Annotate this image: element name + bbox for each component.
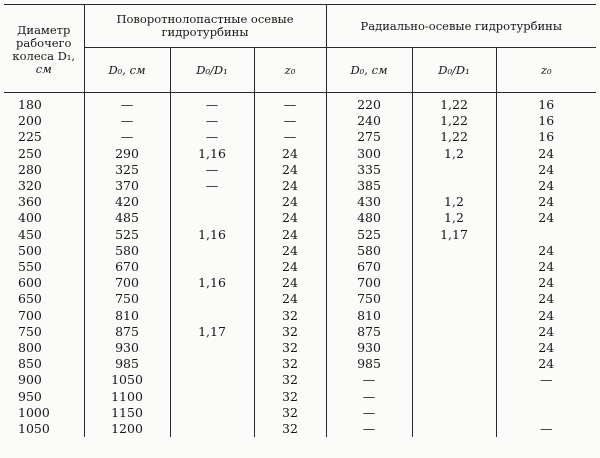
table-cell: 240 [326, 113, 412, 129]
table-cell: 24 [496, 291, 596, 307]
table-cell: 420 [84, 194, 170, 210]
header-group-kaplan [84, 5, 326, 48]
table-cell: 700 [18, 307, 42, 323]
document-page [4, 4, 596, 454]
table-cell: 670 [326, 259, 412, 275]
table-cell: 24 [496, 162, 596, 178]
table-cell [412, 421, 496, 437]
table-cell: 900 [18, 372, 42, 388]
table-cell: — [170, 113, 254, 129]
table-cell: 24 [254, 275, 326, 291]
table-cell [412, 340, 496, 356]
table-cell [496, 389, 596, 405]
table-cell: 700 [326, 275, 412, 291]
table-cell: 16 [496, 129, 596, 145]
table-cell: 24 [496, 194, 596, 210]
table-row [4, 243, 596, 259]
table-cell [170, 243, 254, 259]
table-cell [496, 227, 596, 243]
header-line: колеса D₁, [12, 48, 76, 63]
table-cell [412, 243, 496, 259]
table-cell: — [254, 129, 326, 145]
table-cell [170, 421, 254, 437]
table-row [4, 372, 596, 388]
table-cell: 335 [326, 162, 412, 178]
table-cell: 400 [18, 210, 42, 226]
table-cell: 24 [254, 291, 326, 307]
table-cell: 275 [326, 129, 412, 145]
table-cell: 180 [18, 97, 42, 112]
table-cell [170, 340, 254, 356]
table-cell: 1050 [18, 421, 50, 437]
subheader-francis-z0: z₀ [496, 48, 596, 93]
table-cell [412, 372, 496, 388]
table-cell: 24 [496, 243, 596, 259]
table-cell: 1,17 [412, 227, 496, 243]
table-row [4, 389, 596, 405]
table-cell: 810 [326, 308, 412, 324]
table-cell [170, 405, 254, 421]
table-cell: 250 [18, 145, 42, 161]
table-row [4, 291, 596, 307]
table-row [4, 194, 596, 210]
table-cell: 24 [254, 227, 326, 243]
table-row [4, 178, 596, 194]
table-row [4, 146, 596, 162]
table-cell: 1,17 [170, 324, 254, 340]
table-cell [170, 259, 254, 275]
table-cell: — [170, 162, 254, 178]
table-cell [412, 259, 496, 275]
table-cell: 1,16 [170, 275, 254, 291]
table-cell: — [326, 389, 412, 405]
table-cell: 525 [84, 227, 170, 243]
header-line: Диаметр [17, 22, 71, 37]
table-cell [412, 308, 496, 324]
table-cell: 24 [254, 178, 326, 194]
table-cell: 32 [254, 308, 326, 324]
table-cell: 360 [18, 194, 42, 210]
table-cell: — [326, 405, 412, 421]
table-cell: 485 [84, 210, 170, 226]
table-cell: 930 [84, 340, 170, 356]
table-cell: 370 [84, 178, 170, 194]
table-cell: 24 [496, 308, 596, 324]
table-cell: 1150 [84, 405, 170, 421]
table-cell: 1,22 [412, 93, 496, 114]
table-row [4, 129, 596, 145]
table-cell: 300 [326, 146, 412, 162]
table-cell: 1000 [18, 404, 50, 420]
table-cell: 32 [254, 405, 326, 421]
table-row [4, 162, 596, 178]
table-row [4, 113, 596, 129]
table-cell: 525 [326, 227, 412, 243]
table-cell: 32 [254, 389, 326, 405]
table-cell: 32 [254, 340, 326, 356]
table-cell: 325 [84, 162, 170, 178]
table-header [4, 5, 596, 93]
table-cell: 24 [254, 162, 326, 178]
table-row [4, 356, 596, 372]
table-row [4, 324, 596, 340]
table-cell: — [84, 113, 170, 129]
header-line: гидротурбины [161, 25, 249, 39]
table-cell: 700 [84, 275, 170, 291]
table-cell: 24 [496, 146, 596, 162]
table-cell [412, 356, 496, 372]
table-row [4, 340, 596, 356]
table-cell: 24 [496, 210, 596, 226]
table-cell: 875 [84, 324, 170, 340]
table-cell: 550 [18, 259, 42, 275]
table-row [4, 210, 596, 226]
table-cell: 24 [254, 259, 326, 275]
table-cell: 500 [18, 242, 42, 258]
table-cell: 1,16 [170, 227, 254, 243]
table-cell: — [254, 93, 326, 114]
turbine-dimensions-table [4, 4, 596, 437]
table-row [4, 405, 596, 421]
table-cell: 1,2 [412, 146, 496, 162]
table-cell: — [496, 421, 596, 437]
table-row [4, 93, 596, 114]
table-cell: 985 [326, 356, 412, 372]
table-cell: 430 [326, 194, 412, 210]
header-line: Радиально-осевые гидротурбины [360, 18, 562, 33]
table-cell: 750 [18, 323, 42, 339]
table-cell: 800 [18, 340, 42, 356]
table-row [4, 275, 596, 291]
table-cell: — [254, 113, 326, 129]
table-cell: 32 [254, 324, 326, 340]
subheader-francis-ratio: D₀/D₁ [412, 48, 496, 93]
table-cell: 1,22 [412, 129, 496, 145]
subheader-kaplan-ratio: D₀/D₁ [170, 48, 254, 93]
table-cell: 750 [84, 291, 170, 307]
table-row [4, 308, 596, 324]
table-cell: 580 [84, 243, 170, 259]
table-cell: — [170, 178, 254, 194]
header-group-francis [326, 5, 596, 48]
table-cell [170, 291, 254, 307]
table-cell: 810 [84, 308, 170, 324]
table-cell: 24 [496, 275, 596, 291]
table-cell: 1,2 [412, 194, 496, 210]
table-cell: 32 [254, 372, 326, 388]
subheader-francis-d0: D₀, см [326, 48, 412, 93]
header-line: Поворотнолопастные осевые [116, 12, 294, 26]
subheader-kaplan-z0: z₀ [254, 48, 326, 93]
table-cell: — [170, 129, 254, 145]
table-row [4, 421, 596, 437]
header-line: см [35, 61, 52, 76]
table-cell: 16 [496, 113, 596, 129]
table-cell: 480 [326, 210, 412, 226]
table-cell [412, 178, 496, 194]
table-cell: 450 [18, 226, 42, 242]
table-row [4, 259, 596, 275]
table-cell [170, 194, 254, 210]
table-cell [170, 308, 254, 324]
table-row [4, 227, 596, 243]
table-cell [496, 405, 596, 421]
table-cell [170, 389, 254, 405]
table-cell: 385 [326, 178, 412, 194]
table-cell: 32 [254, 356, 326, 372]
table-cell: 750 [326, 291, 412, 307]
table-cell: 290 [84, 146, 170, 162]
table-cell: — [170, 93, 254, 114]
table-cell: 1050 [84, 372, 170, 388]
table-cell: 600 [18, 275, 42, 291]
table-body [4, 93, 596, 438]
table-cell [412, 389, 496, 405]
table-cell: 24 [496, 340, 596, 356]
table-cell: — [84, 129, 170, 145]
table-cell [412, 291, 496, 307]
table-cell: 24 [496, 178, 596, 194]
table-cell [412, 162, 496, 178]
table-cell: 950 [18, 388, 42, 404]
table-cell: 985 [84, 356, 170, 372]
table-cell: — [496, 372, 596, 388]
subheader-kaplan-d0: D₀, см [84, 48, 170, 93]
table-cell [412, 405, 496, 421]
table-cell: 220 [326, 93, 412, 114]
table-cell: 850 [18, 356, 42, 372]
table-cell: 24 [496, 356, 596, 372]
table-cell: 670 [84, 259, 170, 275]
table-cell [170, 210, 254, 226]
table-cell: 24 [496, 324, 596, 340]
table-cell: 225 [18, 129, 42, 145]
table-cell: 24 [254, 146, 326, 162]
table-cell [412, 324, 496, 340]
table-cell: 1,16 [170, 146, 254, 162]
table-cell: 16 [496, 93, 596, 114]
header-line: рабочего [16, 35, 72, 50]
table-cell: 1,22 [412, 113, 496, 129]
table-cell: 32 [254, 421, 326, 437]
table-cell [170, 356, 254, 372]
table-cell: 875 [326, 324, 412, 340]
header-wheel-diameter [4, 5, 84, 93]
table-cell [412, 275, 496, 291]
table-cell: — [326, 421, 412, 437]
table-cell: 580 [326, 243, 412, 259]
table-cell [170, 372, 254, 388]
table-cell: 24 [254, 210, 326, 226]
table-cell: 280 [18, 161, 42, 177]
table-cell: — [84, 93, 170, 114]
table-cell: 1200 [84, 421, 170, 437]
table-cell: 1,2 [412, 210, 496, 226]
table-cell: 24 [254, 194, 326, 210]
table-cell: 650 [18, 291, 42, 307]
table-cell: 24 [254, 243, 326, 259]
table-cell: 200 [18, 113, 42, 129]
table-cell: 930 [326, 340, 412, 356]
table-cell: 320 [18, 178, 42, 194]
table-cell: 1100 [84, 389, 170, 405]
table-cell: 24 [496, 259, 596, 275]
table-cell: — [326, 372, 412, 388]
